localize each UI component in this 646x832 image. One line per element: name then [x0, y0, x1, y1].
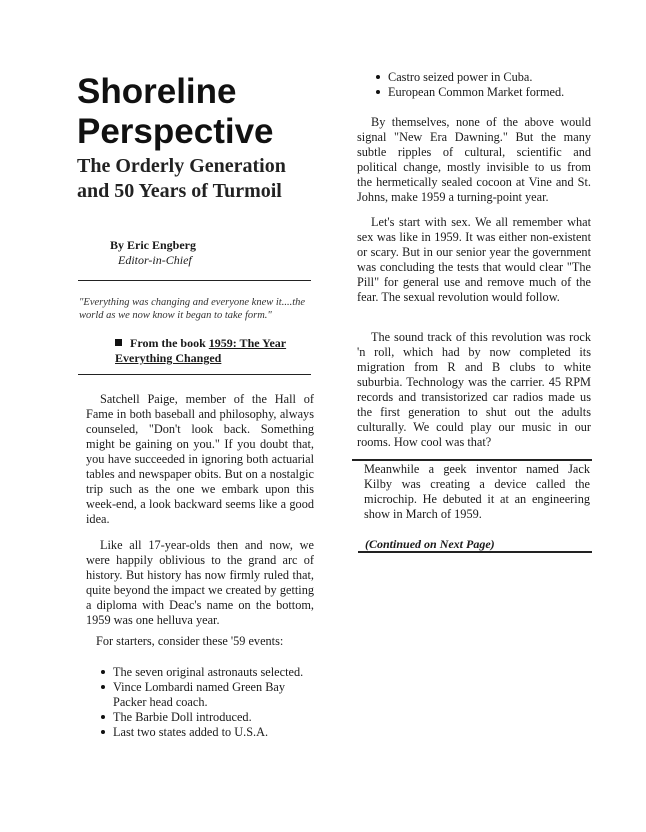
list-item: European Common Market formed.: [376, 85, 588, 100]
square-bullet-icon: [115, 339, 122, 346]
continued-note: (Continued on Next Page): [365, 537, 495, 551]
body-paragraph-1: Satchell Paige, member of the Hall of Fame in both baseball and philosophy, always counseled, "Don't look back. Something might be gaining on you." If you doubt that, you have succeeded in ignoring both actuarial tables and newspaper obits. But on a nostalgic trip such as the one we embark upon this week-end, a look backward seems like a good idea.: [86, 392, 314, 526]
body-paragraph-7: Meanwhile a geek inventor named Jack Kilby was creating a device called the microchip. He debuted it at an engineering show in March of 1959.: [364, 462, 590, 521]
author-name: By Eric Engberg: [110, 238, 196, 252]
source-prefix: From the book: [130, 336, 206, 350]
body-paragraph-2: Like all 17-year-olds then and now, we were happily oblivious to the grand arc of history. But history has now firmly ruled that, quite beyond the impact we created by getting a diploma with Deac's name on the bottom, 1959 was one helluva year.: [86, 538, 314, 627]
subtitle-line-1: The Orderly Generation: [77, 155, 286, 177]
title-line-1: Shoreline: [77, 72, 237, 111]
body-paragraph-4: By themselves, none of the above would signal "New Era Dawning." But the many subtle ripples of cultural, scientific and political change, mostly invisible to us from the hermetically sealed cocoon at Vine and St. Johns, make 1959 a turning-point year.: [357, 115, 591, 204]
subtitle-line-2: and 50 Years of Turmoil: [77, 180, 282, 202]
source-book-title: 1959: The Year Everything Changed: [115, 336, 287, 365]
list-item: The Barbie Doll introduced.: [101, 710, 313, 725]
title-line-2: Perspective: [77, 112, 274, 151]
list-item: Last two states added to U.S.A.: [101, 725, 313, 740]
body-paragraph-6: The sound track of this revolution was rock 'n roll, which had by now completed its migration from R and B clubs to white suburbia. Technology was the carrier. 45 RPM records and transistorized car radios made us the first generation to shut out the adults culturally. We could play our music in our rooms. How cool was that?: [357, 330, 591, 449]
body-paragraph-5: Let's start with sex. We all remember what sex was like in 1959. It was either non-existent or scary. But in our senior year the government was concluding the tests that would clear "The Pill" for general use and remove much of the fear. The sexual revolution would follow.: [357, 215, 591, 304]
divider: [352, 459, 592, 461]
article-subtitle: [77, 154, 327, 204]
article-title: [77, 72, 274, 152]
list-item: The seven original astronauts selected.: [101, 665, 313, 680]
list-item: Vince Lombardi named Green Bay Packer head coach.: [101, 680, 313, 710]
author-role: Editor-in-Chief: [118, 253, 192, 267]
pull-quote: "Everything was changing and everyone knew it....the world as we now know it began to take form.": [79, 297, 306, 321]
divider: [78, 374, 311, 375]
events-list-continued: [376, 70, 588, 100]
divider: [78, 280, 311, 281]
divider: [358, 551, 592, 553]
events-list: [101, 665, 313, 740]
list-item: Castro seized power in Cuba.: [376, 70, 588, 85]
byline: [110, 238, 196, 268]
book-source: [115, 336, 315, 366]
body-paragraph-3: For starters, consider these '59 events:: [96, 634, 284, 648]
